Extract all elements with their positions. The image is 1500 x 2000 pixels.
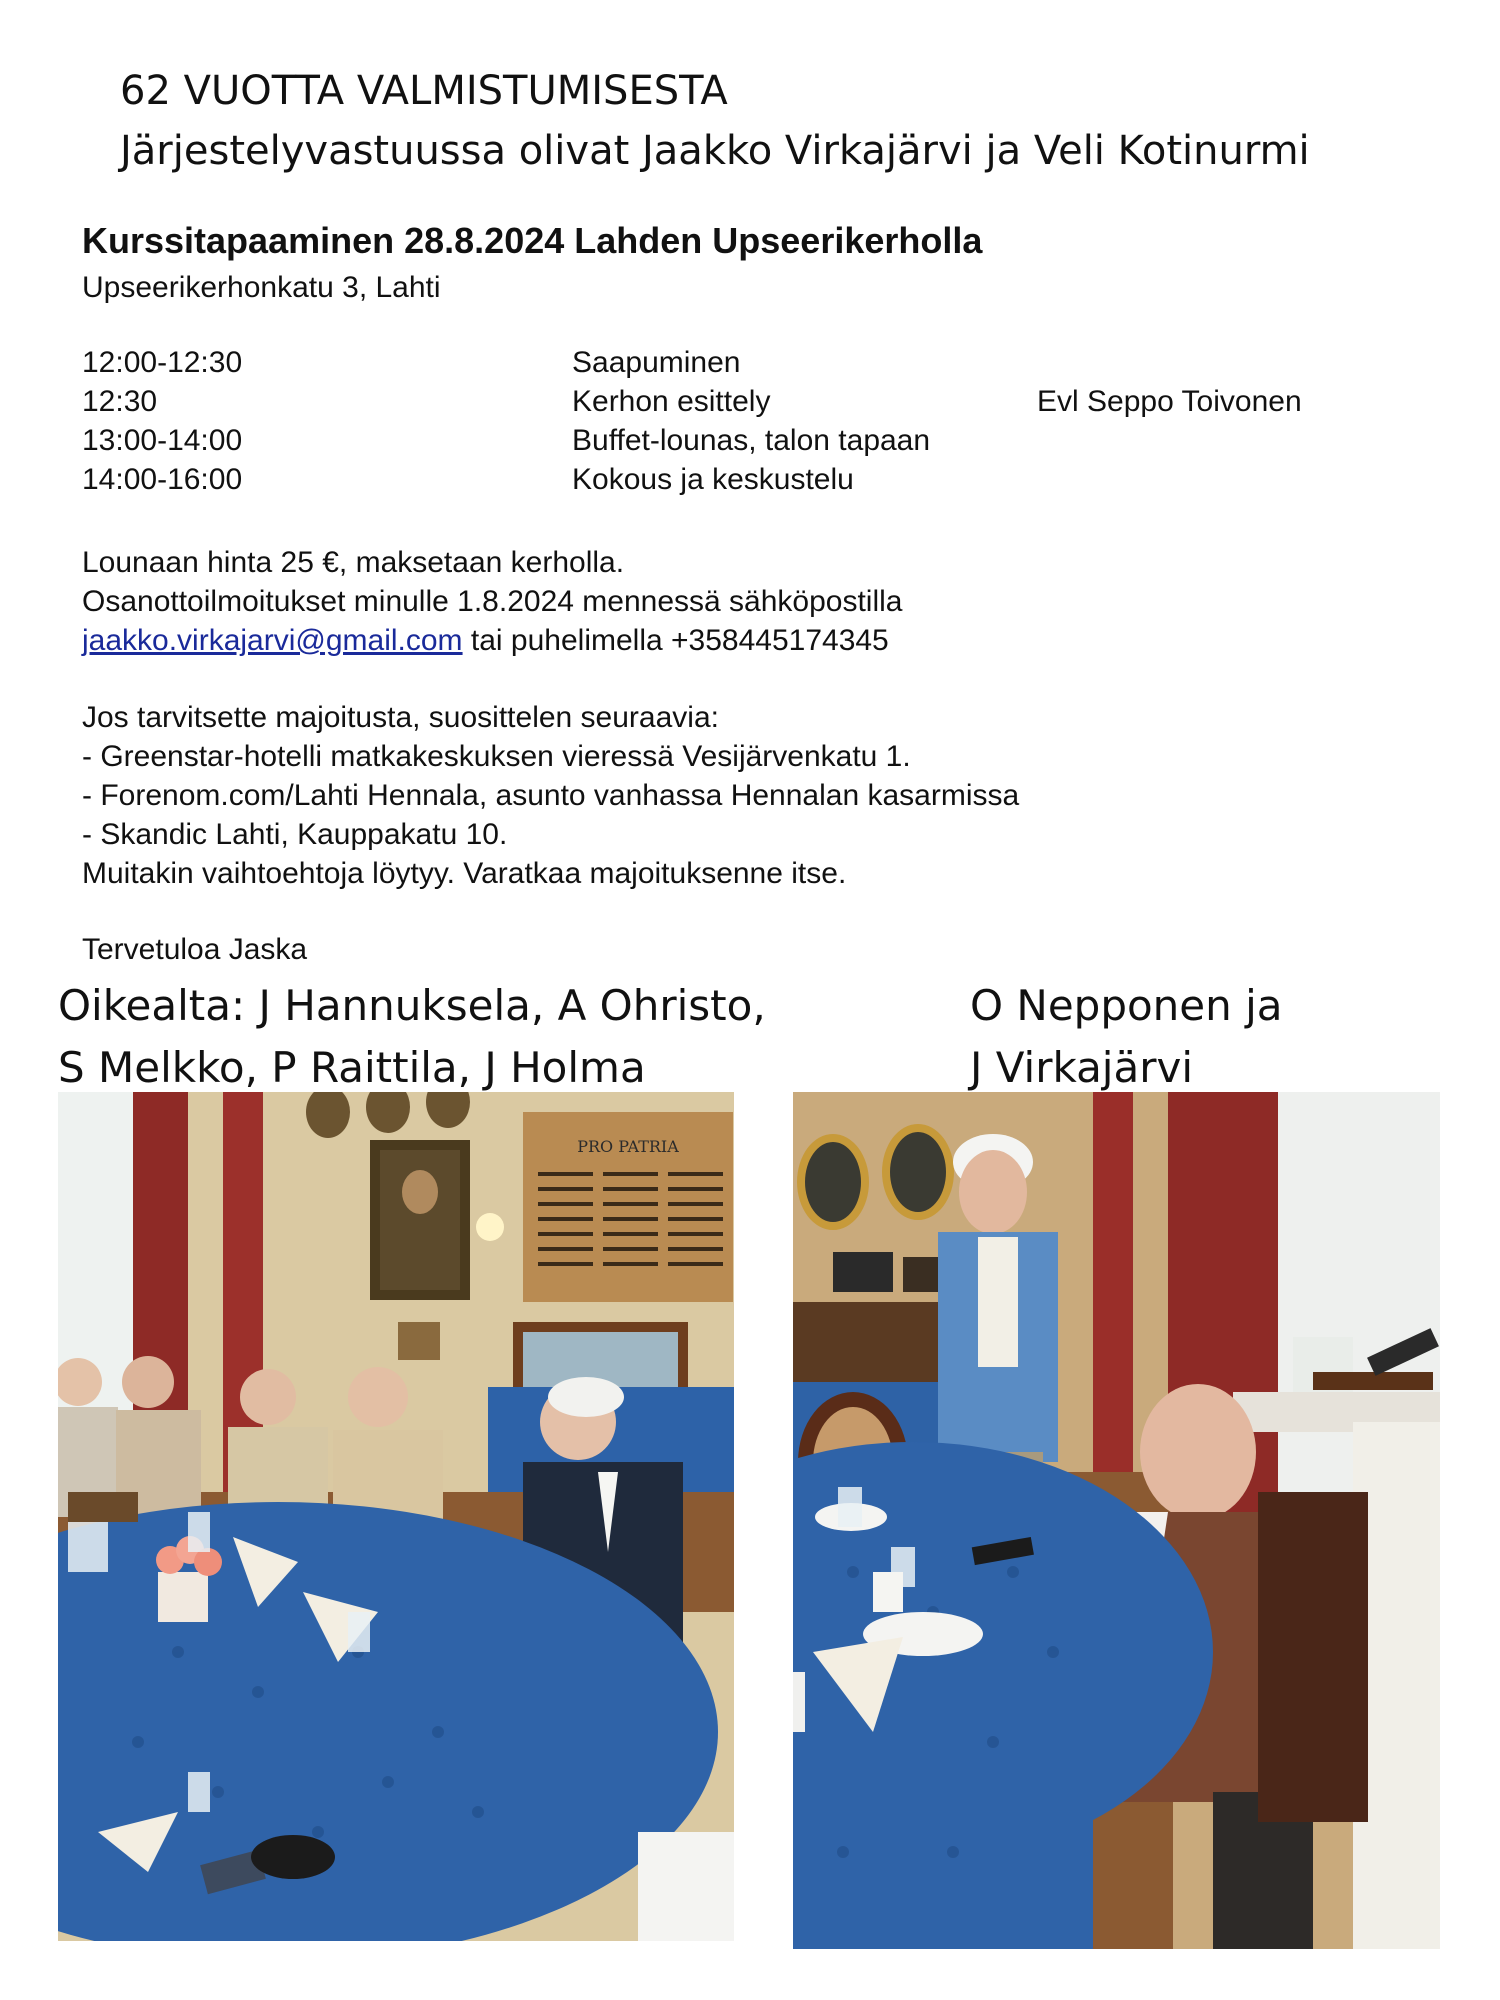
caption-right [970, 975, 1283, 1099]
photo-right-illustration [793, 1092, 1440, 1949]
accommodation-block [82, 698, 1019, 893]
schedule-activity: Buffet-lounas, talon tapaan [572, 424, 931, 457]
photo-left-illustration [58, 1092, 734, 1941]
schedule-activity: Kerhon esittely [572, 385, 771, 418]
info-block [82, 543, 902, 660]
schedule-activity: Kokous ja keskustelu [572, 463, 854, 496]
photo-left [58, 1092, 734, 1941]
accommodation-option: - Skandic Lahti, Kauppakatu 10. [82, 818, 508, 851]
header-line-1: 62 VUOTTA VALMISTUMISESTA [120, 68, 728, 114]
schedule-row [82, 463, 1382, 502]
event-title: Kurssitapaaminen 28.8.2024 Lahden Upseerikerholla [82, 220, 983, 261]
closing-text: Tervetuloa Jaska [82, 933, 308, 966]
caption-right-line-1: O Nepponen ja [970, 981, 1283, 1030]
email-link[interactable]: jaakko.virkajarvi@gmail.com [82, 624, 463, 657]
schedule-row [82, 424, 1382, 463]
schedule-row [82, 385, 1382, 424]
price-text: Lounaan hinta 25 €, maksetaan kerholla. [82, 546, 625, 579]
phone-text: tai puhelimella +358445174345 [462, 624, 889, 657]
caption-left [58, 975, 766, 1099]
accommodation-intro: Jos tarvitsette majoitusta, suosittelen seuraavia: [82, 701, 719, 734]
schedule-time: 12:30 [82, 385, 158, 418]
caption-left-line-1: Oikealta: J Hannuksela, A Ohristo, [58, 981, 766, 1030]
caption-right-line-2: J Virkajärvi [970, 1043, 1194, 1092]
schedule-time: 12:00-12:30 [82, 346, 243, 379]
accommodation-option: - Greenstar-hotelli matkakeskuksen vieressä Vesijärvenkatu 1. [82, 740, 911, 773]
accommodation-option: - Forenom.com/Lahti Hennala, asunto vanhassa Hennalan kasarmissa [82, 779, 1020, 812]
photo-right [793, 1092, 1440, 1949]
caption-left-line-2: S Melkko, P Raittila, J Holma [58, 1043, 646, 1092]
contact-line [82, 621, 902, 660]
plaque-text: PRO PATRIA [577, 1137, 679, 1156]
schedule-time: 14:00-16:00 [82, 463, 243, 496]
schedule-time: 13:00-14:00 [82, 424, 243, 457]
accommodation-outro: Muitakin vaihtoehtoja löytyy. Varatkaa majoituksenne itse. [82, 857, 847, 890]
event-address: Upseerikerhonkatu 3, Lahti [82, 271, 441, 304]
schedule-person: Evl Seppo Toivonen [1037, 385, 1302, 418]
schedule-activity: Saapuminen [572, 346, 741, 379]
header-line-2: Järjestelyvastuussa olivat Jaakko Virkajärvi ja Veli Kotinurmi [120, 128, 1310, 174]
registration-text: Osanottoilmoitukset minulle 1.8.2024 mennessä sähköpostilla [82, 585, 903, 618]
schedule-row [82, 346, 1382, 385]
